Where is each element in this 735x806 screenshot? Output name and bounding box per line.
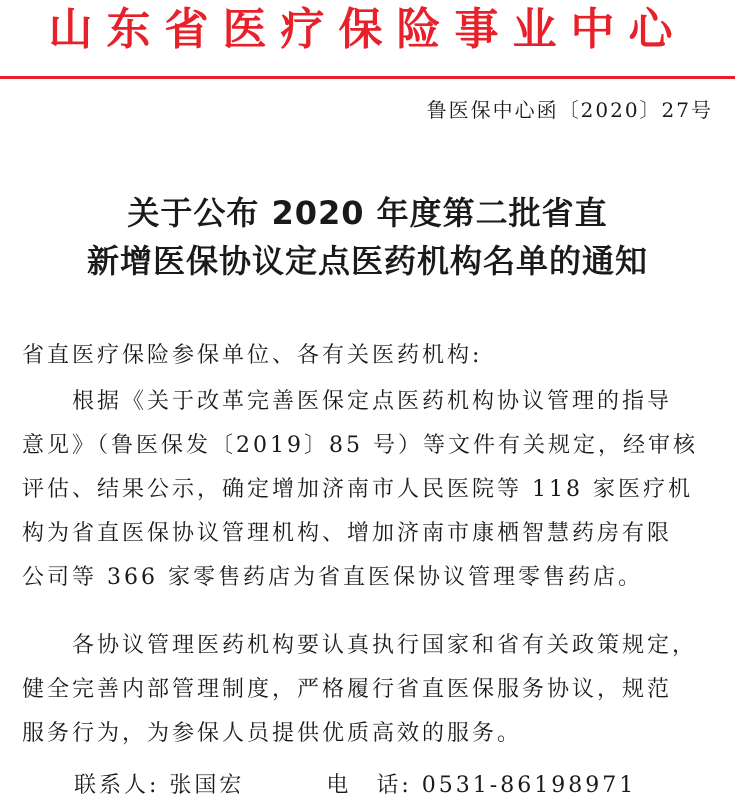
paragraph-line: 构为省直医保协议管理机构、增加济南市康栖智慧药房有限: [22, 521, 673, 546]
paragraph-line: 评估、结果公示，确定增加济南市人民医院等 118 家医疗机: [22, 477, 693, 502]
masthead-title: 山东省医疗保险事业中心: [48, 4, 687, 55]
salutation-line: 省直医疗保险参保单位、各有关医药机构:: [22, 343, 483, 368]
paragraph-line: 根据《关于改革完善医保定点医药机构协议管理的指导: [72, 389, 673, 414]
contact-person: 联系人: 张国宏: [74, 773, 245, 798]
body-paragraph-1: [22, 380, 722, 600]
document-number: 鲁医保中心函〔2020〕27号: [426, 98, 713, 122]
paragraph-line: 意见》（鲁医保发〔2019〕85 号）等文件有关规定，经审核: [22, 433, 698, 458]
red-divider: [0, 76, 735, 79]
notice-title-line-1: 关于公布 2020 年度第二批省直: [127, 194, 608, 232]
body-paragraph-2: [22, 624, 722, 756]
paragraph-line: 各协议管理医药机构要认真执行国家和省有关政策规定，: [72, 633, 698, 658]
notice-title-line-2: 新增医保协议定点医药机构名单的通知: [86, 242, 648, 280]
salutation: [22, 334, 722, 378]
paragraph-line: 健全完善内部管理制度，严格履行省直医保服务协议，规范: [22, 677, 673, 702]
contact-line: [74, 766, 636, 806]
paragraph-line: 公司等 366 家零售药店为省直医保协议管理零售药店。: [22, 565, 643, 590]
paragraph-line: 服务行为，为参保人员提供优质高效的服务。: [22, 721, 523, 746]
contact-phone: 电 话: 0531-86198971: [326, 773, 637, 798]
